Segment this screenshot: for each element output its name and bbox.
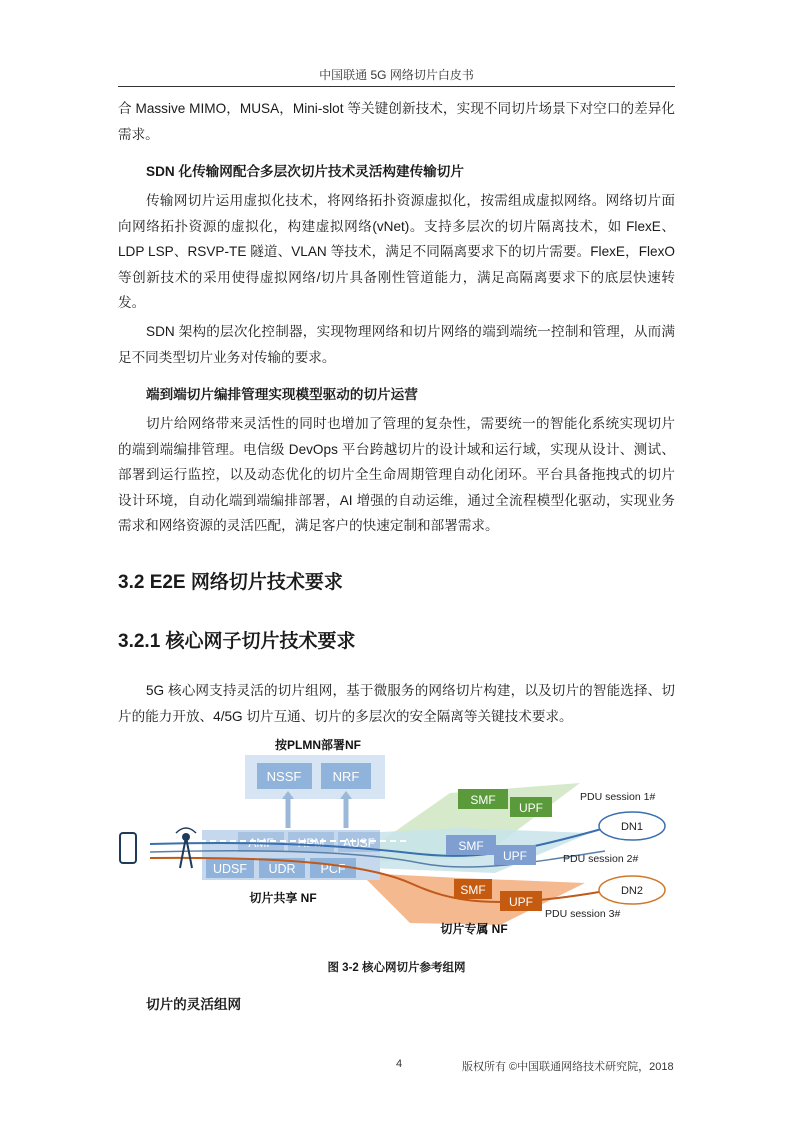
subheading-e2e-orchestration: 端到端切片编排管理实现模型驱动的切片运营	[146, 387, 418, 402]
figure-canvas	[110, 733, 680, 943]
dedicated-nf-label: 切片专属 NF	[440, 922, 508, 936]
pdu-session-3: PDU session 3#	[545, 908, 621, 920]
phone-icon	[120, 833, 136, 863]
dn1-label: DN1	[620, 821, 644, 833]
pdu-session-1: PDU session 1#	[580, 791, 656, 803]
section-heading-3-2-1: 3.2.1 核心网子切片技术要求	[118, 631, 356, 652]
hpm-label: HPM	[297, 836, 325, 850]
ausf-label: AUSF	[342, 836, 376, 850]
smf-green-label: SMF	[470, 793, 496, 807]
plmn-title: 按PLMN部署NF	[275, 738, 361, 752]
running-header: 中国联通 5G 网络切片白皮书	[319, 68, 474, 82]
smf-blue-label: SMF	[458, 839, 484, 853]
core-network-slicing-figure	[110, 733, 680, 948]
copyright-footer: 版权所有 ©中国联通网络技术研究院，2018	[462, 1061, 674, 1073]
paragraph-sdn-controller: SDN 架构的层次化控制器，实现物理网络和切片网络的端到端统一控制和管理，从而满足不同类型切片业务对传输的要求。	[118, 324, 675, 365]
amf-label: AMF	[248, 836, 274, 850]
header-rule	[118, 86, 675, 87]
subheading-flexible-networking: 切片的灵活组网	[146, 997, 242, 1012]
pcf-label: PCF	[320, 862, 346, 876]
nrf-label: NRF	[332, 769, 360, 784]
paragraph-massive-mimo: 合 Massive MIMO，MUSA，Mini-slot 等关键创新技术，实现不同切片场景下对空口的差异化需求。	[118, 101, 675, 142]
figure-caption: 图 3-2 核心网切片参考组网	[327, 962, 466, 974]
upf-blue-label: UPF	[503, 849, 527, 863]
paragraph-orchestration: 切片给网络带来灵活性的同时也增加了管理的复杂性，需要统一的智能化系统实现切片的端到端编排管理。电信级 DevOps 平台跨越切片的设计域和运行域，实现从设计、测试、部署到运行监控，以及动态优化的切片全生命周期管理自动化闭环。平台具备拖拽式的切片设计环境，自动化端到端编排部署，AI 增强的自动运维，通过全流程模型化驱动，实现业务需求和网络资源的灵活匹配，满足客户的快速定制和部署需求。	[118, 416, 675, 533]
paragraph-transport-slicing: 传输网切片运用虚拟化技术，将网络拓扑资源虚拟化，按需组成虚拟网络。网络切片面向网络拓扑资源的虚拟化，构建虚拟网络(vNet)。支持多层次的切片隔离技术，如 FlexE、LDP LSP、RSVP-TE 隧道、VLAN 等技术，满足不同隔离要求下的切片需要。FlexE，FlexO 等创新技术的采用使得虚拟网络/切片具备刚性管道能力，满足高隔离要求下的底层快速转发。	[118, 193, 675, 310]
antenna-icon	[176, 828, 196, 868]
paragraph-core-network: 5G 核心网支持灵活的切片组网，基于微服务的网络切片构建，以及切片的智能选择、切片的能力开放、4/5G 切片互通、切片的多层次的安全隔离等关键技术要求。	[118, 683, 675, 724]
udr-label: UDR	[268, 862, 296, 876]
dn2-label: DN2	[620, 885, 644, 897]
nssf-label: NSSF	[266, 769, 302, 784]
page-number: 4	[396, 1058, 403, 1070]
udsf-label: UDSF	[212, 862, 248, 876]
upf-orange-label: UPF	[509, 895, 533, 909]
upf-green-label: UPF	[519, 801, 543, 815]
pdu-session-2: PDU session 2#	[563, 853, 639, 865]
section-heading-3-2: 3.2 E2E 网络切片技术要求	[118, 572, 343, 593]
shared-nf-label: 切片共享 NF	[249, 891, 317, 905]
subheading-sdn-transport: SDN 化传输网配合多层次切片技术灵活构建传输切片	[146, 164, 464, 179]
smf-orange-label: SMF	[460, 883, 486, 897]
